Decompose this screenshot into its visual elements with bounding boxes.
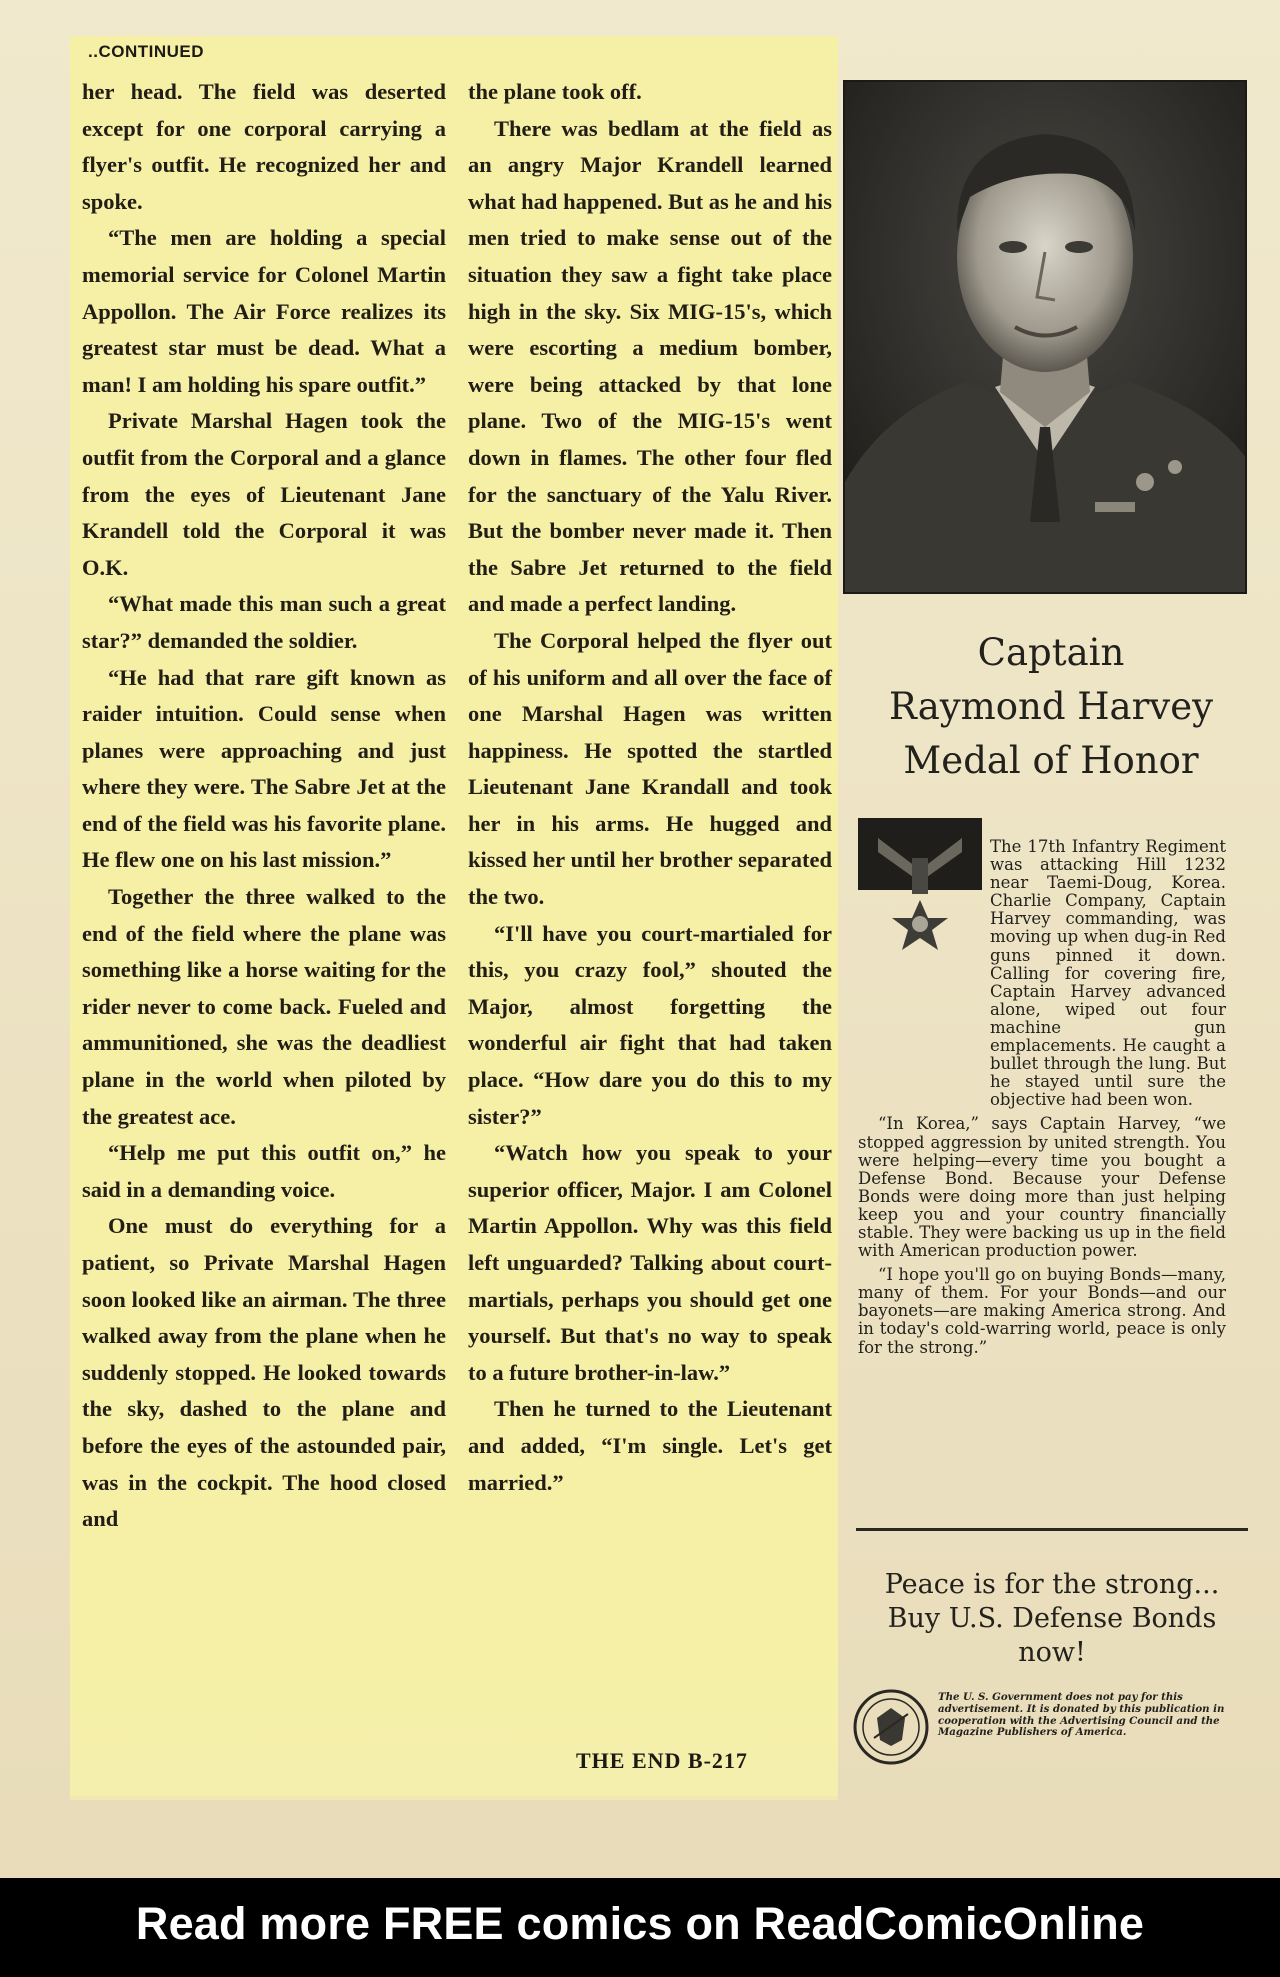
ad-title [862, 626, 1240, 788]
ad-paragraph: “I hope you'll go on buying Bonds—many, many of them. For your Bonds—and our bayonets—are making America strong. And in today's cold-warring world, peace is only for the strong.” [858, 1265, 1226, 1357]
ad-title-line: Medal of Honor [903, 739, 1199, 782]
paragraph: Together the three walked to the end of the field where the plane was something like a horse waiting for the rider never to come back. Fueled and ammunitioned, she was the deadliest plane in the world when piloted by the greatest ace. [82, 884, 446, 1129]
paragraph: “What made this man such a great star?” demanded the soldier. [82, 591, 446, 653]
paragraph: “He had that rare gift known as raider intuition. Could sense when planes were approaching and just where they were. The Sabre Jet at the end of the field was his favorite plane. He flew one on his last mission.” [82, 664, 446, 873]
slogan-line: Buy U.S. Defense Bonds now! [887, 1603, 1217, 1668]
ad-paragraph [858, 838, 1226, 1109]
paragraph: “Help me put this outfit on,” he said in a demanding voice. [82, 1140, 446, 1202]
ad-paragraph: “In Korea,” says Captain Harvey, “we stopped aggression by united strength. You were helping—every time you bought a Defense Bond. Because your Defense Bonds were doing more than just helping keep you and your country financially stable. They were backing us up in the field with American production power. [858, 1114, 1226, 1261]
paragraph: Private Marshal Hagen took the outfit from the Corporal and a glance from the eyes of Lieutenant Jane Krandell told the Corporal it was O.K. [82, 408, 446, 580]
portrait-icon [845, 82, 1247, 594]
paragraph: “Watch how you speak to your superior officer, Major. I am Colonel Martin Appollon. Why was this field left unguarded? Talking about court-martials, perhaps you should get one yourself. But that's no way to speak to a future brother-in-law.” [468, 1140, 832, 1385]
divider [856, 1528, 1248, 1531]
slogan-line: Peace is for the strong... [884, 1569, 1220, 1600]
story-column-right [468, 74, 832, 1501]
paragraph: “I'll have you court-martialed for this, you crazy fool,” shouted the Major, almost forgetting the wonderful air fight that had taken place. “How dare you do this to my sister?” [468, 920, 832, 1129]
paragraph: Then he turned to the Lieutenant and added, “I'm single. Let's get married.” [468, 1396, 832, 1495]
story-panel-fade [70, 1660, 838, 1800]
story-column-left [82, 74, 446, 1538]
paragraph: One must do everything for a patient, so Private Marshal Hagen soon looked like an airman. The three walked away from the plane when he suddenly stopped. He looked towards the sky, dashed to the plane and before the eyes of the astounded pair, was in the cockpit. The hood closed and [82, 1213, 446, 1532]
paragraph: her head. The field was deserted except for one corporal carrying a flyer's outfit. He recognized her and spoke. [82, 79, 446, 214]
seal-icon [852, 1688, 930, 1766]
paragraph: The Corporal helped the flyer out of his uniform and all over the face of one Marshal Hagen was written happiness. He spotted the startled Lieutenant Jane Krandall and took her in his arms. He hugged and kissed her until her brother separated the two. [468, 627, 832, 910]
footer-banner-text[interactable]: Read more FREE comics on ReadComicOnline [135, 1898, 1145, 1949]
portrait-photo [843, 80, 1247, 594]
ad-disclaimer: The U. S. Government does not pay for this advertisement. It is donated by this publication in cooperation with the Advertising Council and the Magazine Publishers of America. [938, 1691, 1225, 1739]
ad-title-line: Raymond Harvey [888, 685, 1214, 728]
paragraph: the plane took off. [468, 79, 642, 104]
paragraph: “The men are holding a special memorial service for Colonel Martin Appollon. The Air Force realizes its greatest star must be dead. What a man! I am holding his spare outfit.” [82, 225, 446, 397]
ad-paragraph-text: The 17th Infantry Regiment was attacking Hill 1232 near Taemi-Doug, Korea. Charlie Company, Captain Harvey commanding, was moving up when dug-in Red guns pinned it down. Calling for covering fire, Captain Harvey advanced alone, wiped out four machine gun emplacements. He caught a bullet through the lung. But he stayed until sure the objective had been won. [990, 837, 1226, 1110]
ad-slogan [856, 1568, 1248, 1670]
the-end-label: THE END B-217 [576, 1748, 748, 1773]
paragraph: There was bedlam at the field as an angry Major Krandell learned what had happened. But as he and his men tried to make sense out of the situation they saw a fight take place high in the sky. Six MIG-15's, which were escorting a medium bomber, were being attacked by that lone plane. Two of the MIG-15's went down in flames. The other four fled for the sanctuary of the Yalu River. But the bomber never made it. Then the Sabre Jet returned to the field and made a perfect landing. [468, 115, 832, 617]
ad-title-line: Captain [977, 631, 1125, 674]
ad-body [858, 838, 1226, 1363]
continued-label: ..CONTINUED [88, 42, 204, 61]
